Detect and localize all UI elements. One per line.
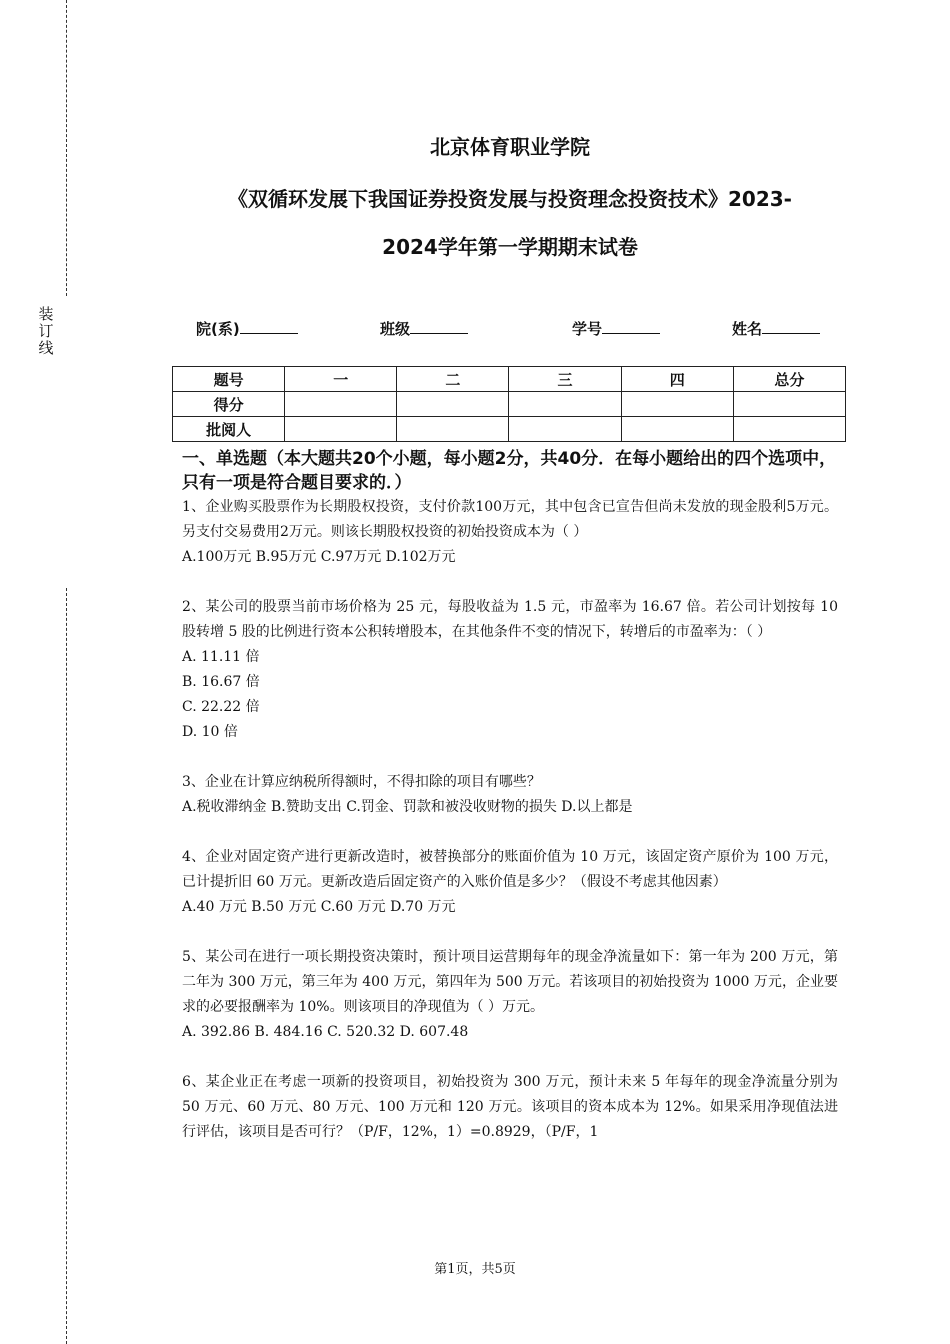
header-cell-3: 三 — [509, 367, 621, 392]
question-6-stem: 6、某企业正在考虑一项新的投资项目，初始投资为 300 万元，预计未来 5 年每年的现金净流量分别为 50 万元、60 万元、80 万元、100 万元和 120 万元。该项目的资本成本为 12%。如果采用净现值法进行评估，该项目是否可行？（P/F，12%，1）=0.8929，（P/F，1 — [182, 1074, 838, 1140]
question-1-stem: 1、企业购买股票作为长期股权投资，支付价款100万元，其中包含已宣告但尚未发放的现金股利5万元。另支付交易费用2万元。则该长期股权投资的初始投资成本为（ ） — [182, 499, 838, 540]
question-5-stem: 5、某公司在进行一项长期投资决策时，预计项目运营期每年的现金净流量如下：第一年为 200 万元，第二年为 300 万元，第三年为 400 万元，第四年为 500 万元。若该项目的初始投资为 1000 万元，企业要求的必要报酬率为 10%。则该项目的净现值为（ ）万元。 — [182, 949, 838, 1015]
score-row — [173, 392, 846, 417]
score-cell[interactable] — [621, 392, 733, 417]
school-name: 北京体育职业学院 — [430, 135, 590, 159]
student-id-field[interactable] — [572, 318, 660, 339]
department-label: 院(系) — [196, 320, 240, 338]
header-cell-total: 总分 — [733, 367, 845, 392]
grader-row — [173, 417, 846, 442]
score-table-header-row — [173, 367, 846, 392]
question-2-option-c: C. 22.22 倍 — [182, 699, 260, 715]
student-id-blank[interactable] — [602, 318, 660, 334]
question-2-stem: 2、某公司的股票当前市场价格为 25 元，每股收益为 1.5 元，市盈率为 16.67 倍。若公司计划按每 10 股转增 5 股的比例进行资本公积转增股本，在其他条件不变的情况下，转增后的市盈率为：（ ） — [182, 599, 838, 640]
grader-row-label: 批阅人 — [173, 417, 285, 442]
score-table — [172, 366, 846, 442]
question-1-options: A.100万元 B.95万元 C.97万元 D.102万元 — [182, 549, 456, 565]
header-cell-1: 一 — [285, 367, 397, 392]
score-cell[interactable] — [509, 392, 621, 417]
name-blank[interactable] — [762, 318, 820, 334]
student-id-label: 学号 — [572, 320, 603, 338]
score-cell[interactable] — [733, 392, 845, 417]
grader-cell[interactable] — [509, 417, 621, 442]
class-blank[interactable] — [410, 318, 468, 334]
section1-heading: 一、单选题（本大题共20个小题，每小题2分，共40分．在每小题给出的四个选项中，只有一项是符合题目要求的．） — [182, 449, 837, 493]
header-cell-2: 二 — [397, 367, 509, 392]
grader-cell[interactable] — [397, 417, 509, 442]
department-blank[interactable] — [240, 318, 298, 334]
question-3-stem: 3、企业在计算应纳税所得额时，不得扣除的项目有哪些？ — [182, 774, 541, 790]
question-5-options: A. 392.86 B. 484.16 C. 520.32 D. 607.48 — [182, 1024, 469, 1040]
binding-label: 装订线 — [38, 305, 54, 357]
class-label: 班级 — [380, 320, 411, 338]
question-list — [182, 495, 838, 1145]
question-2-option-a: A. 11.11 倍 — [182, 649, 260, 665]
question-3-options: A.税收滞纳金 B.赞助支出 C.罚金、罚款和被没收财物的损失 D.以上都是 — [182, 799, 633, 815]
course-title-line2: 2024学年第一学期期末试卷 — [382, 235, 638, 259]
question-4-stem: 4、企业对固定资产进行更新改造时，被替换部分的账面价值为 10 万元，该固定资产原价为 100 万元，已计提折旧 60 万元。更新改造后固定资产的入账价值是多少？（假设不考虑其他因素） — [182, 849, 838, 890]
binding-dashed-line-top — [66, 0, 67, 296]
score-cell[interactable] — [397, 392, 509, 417]
page-footer: 第1页，共5页 — [434, 1262, 516, 1277]
name-label: 姓名 — [732, 320, 763, 338]
grader-cell[interactable] — [733, 417, 845, 442]
score-cell[interactable] — [285, 392, 397, 417]
grader-cell[interactable] — [285, 417, 397, 442]
department-field[interactable] — [196, 318, 298, 339]
course-title-line1: 《双循环发展下我国证券投资发展与投资理念投资技术》2023- — [228, 187, 792, 211]
question-4-options: A.40 万元 B.50 万元 C.60 万元 D.70 万元 — [182, 899, 456, 915]
header-cell-question-no: 题号 — [173, 367, 285, 392]
question-2-option-b: B. 16.67 倍 — [182, 674, 260, 690]
score-row-label: 得分 — [173, 392, 285, 417]
name-field[interactable] — [732, 318, 820, 339]
question-2-option-d: D. 10 倍 — [182, 724, 238, 740]
class-field[interactable] — [380, 318, 468, 339]
student-info-row — [196, 318, 836, 340]
binding-dashed-line-bottom — [66, 588, 67, 1344]
header-cell-4: 四 — [621, 367, 733, 392]
grader-cell[interactable] — [621, 417, 733, 442]
